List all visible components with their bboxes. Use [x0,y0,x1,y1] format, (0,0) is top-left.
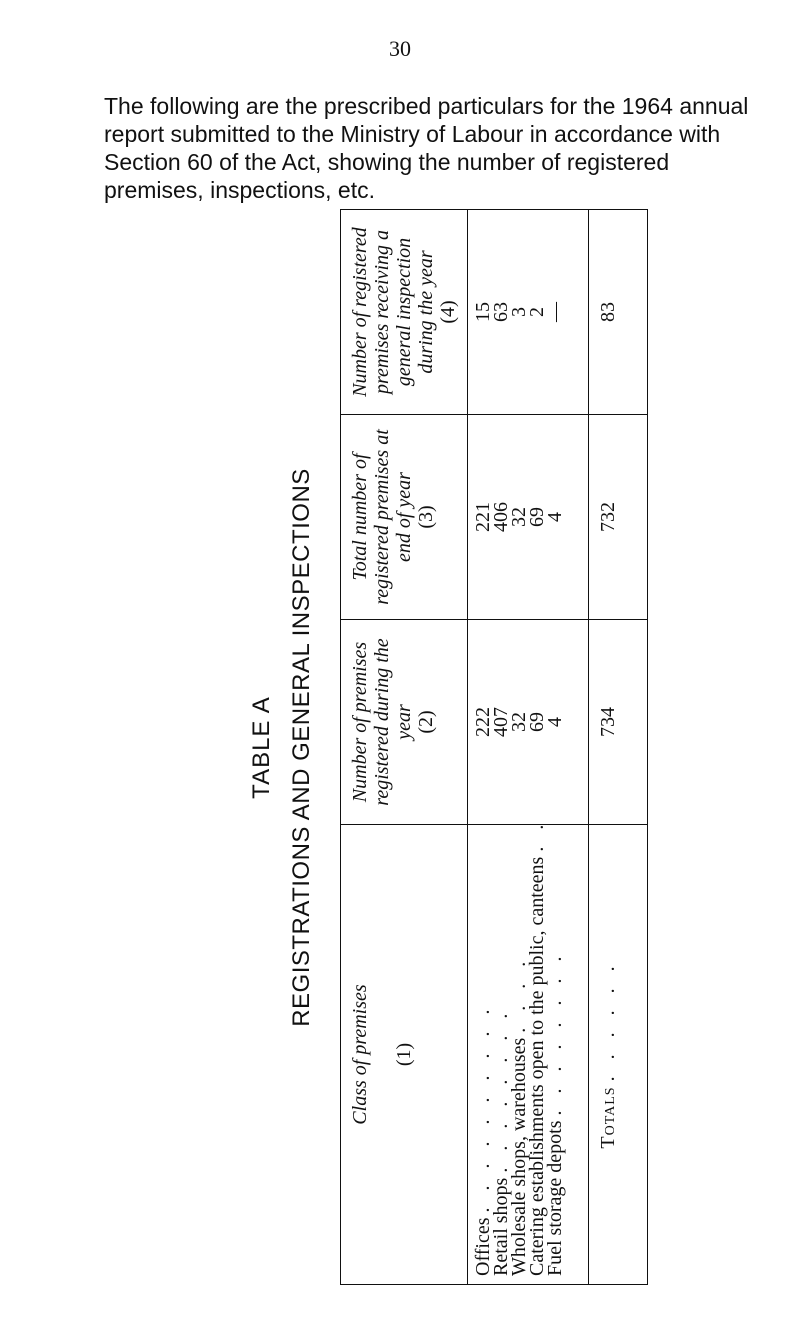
totals-row [589,210,648,1285]
column-number: (3) [415,505,437,529]
column-number: (1) [393,1042,415,1067]
row-class-fuel: Fuel storage depots . . . . . . . . [544,950,566,1276]
column-number: (2) [415,710,437,734]
rotated-table-block [248,210,619,1285]
total-cell: 221 406 32 69 4 [468,415,589,620]
totals-inspected: 83 [589,210,648,415]
page-number: 30 [389,36,411,61]
column-number: (4) [437,300,459,324]
table-title: REGISTRATIONS AND GENERAL INSPECTIONS [288,468,315,1027]
intro-paragraph: The following are the prescribed particulars for the 1964 annual report submitted to the Ministry of Labour in accordance with Section 60 of the Act, showing the number of registered premises, inspections, etc. [104,93,749,203]
inspected-cell: 15 63 3 2 — [468,210,589,415]
column-header-class: Class of premises (1) [341,825,468,1285]
totals-total: 732 [589,415,648,620]
totals-label-cell: Totals . . . . . . [589,825,648,1285]
table-header-row [341,210,468,1285]
column-header-total: Total number of registered premises at end of year (3) [341,415,468,620]
class-cell [468,818,589,1285]
table-body-row [468,210,589,1285]
table-label: TABLE A [248,696,275,799]
column-header-inspected: Number of registered premises receiving a general inspection during the year (4) [341,210,468,415]
registered-cell: 222 407 32 69 4 [468,620,589,825]
row-class-catering: Catering establishments open to the public, canteens . . [526,818,548,1276]
row-class-offices: Offices . . . . . . . . . . [472,1003,494,1276]
row-class-wholesale: Wholesale shops, warehouses . . . . [508,955,530,1276]
column-header-registered: Number of premises registered during the year (2) [341,620,468,825]
registrations-table [340,209,648,1285]
totals-registered: 734 [589,620,648,825]
row-class-retail: Retail shops . . . . . . . . [490,1007,512,1276]
